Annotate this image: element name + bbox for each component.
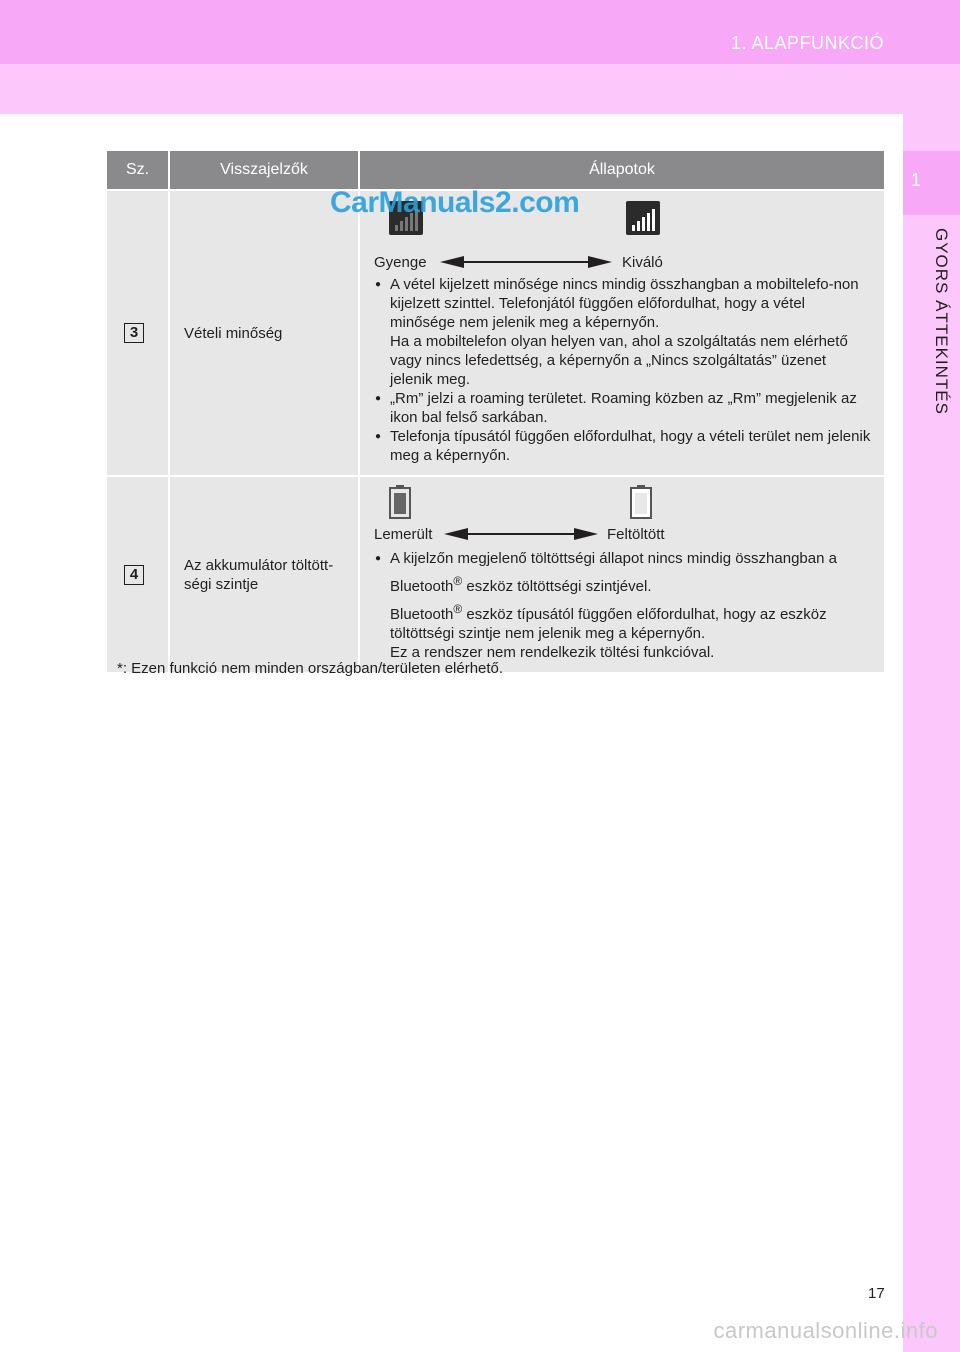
row-description xyxy=(359,190,884,476)
col-header-indicators: Visszajelzők xyxy=(169,151,359,190)
table-row xyxy=(107,190,884,476)
footer-watermark: carmanualsonline.info xyxy=(713,1318,938,1343)
watermark-text: CarManuals2.com xyxy=(330,186,580,219)
bullet-list xyxy=(374,275,872,465)
row-number-box: 3 xyxy=(124,323,144,343)
scale-right-label: Feltöltött xyxy=(607,526,665,543)
signal-strong-icon xyxy=(626,201,660,235)
scale-right-label: Kiváló xyxy=(622,254,663,271)
side-chapter-number: 1 xyxy=(911,170,922,190)
double-arrow-icon xyxy=(440,255,612,269)
battery-full-icon xyxy=(630,485,652,519)
row-label: Vételi minőség xyxy=(169,190,359,476)
chapter-title: 1. ALAPFUNKCIÓ xyxy=(730,33,884,53)
row-number-box: 4 xyxy=(124,565,144,585)
header-bar xyxy=(0,0,960,64)
list-item: ● Telefonja típusától függően előfordulhat, hogy a vételi terület nem jelenik meg a képernyőn. xyxy=(374,427,872,465)
row-label: Az akkumulátor töltött-ségi szintje xyxy=(169,476,359,672)
battery-scale xyxy=(374,487,872,543)
col-header-states: Állapotok xyxy=(359,151,884,190)
list-item: ● A vétel kijelzett minősége nincs mindig összhangban a mobiltelefo-non kijelzett szinttel. Telefonjától függően előfordulhat, hogy a vétel minősége nem jelenik meg a képernyőn. Ha a mobiltelefon olyan helyen van, ahol a szolgáltatás nem elérhető vagy nincs lefedettség, a képernyőn a „Nincs szolgáltatás” üzenet jelenik meg. xyxy=(374,275,872,389)
list-item: ● „Rm” jelzi a roaming területet. Roaming közben az „Rm” megjelenik az ikon bal felső sarkában. xyxy=(374,389,872,427)
footnote: *: Ezen funkció nem minden országban/területen elérhető. xyxy=(117,660,504,677)
page-number: 17 xyxy=(868,1285,885,1302)
indicator-table xyxy=(107,151,884,672)
battery-empty-icon xyxy=(389,485,411,519)
header-band xyxy=(0,64,960,114)
scale-left-label: Lemerült xyxy=(374,526,433,543)
row-description xyxy=(359,476,884,672)
table-row xyxy=(107,476,884,672)
table-header-row xyxy=(107,151,884,190)
double-arrow-icon xyxy=(444,527,598,541)
bullet-list xyxy=(374,547,872,662)
side-chapter-text: GYORS ÁTTEKINTÉS xyxy=(932,228,951,415)
col-header-number: Sz. xyxy=(107,151,169,190)
scale-left-label: Gyenge xyxy=(374,254,427,271)
list-item: ● A kijelzőn megjelenő töltöttségi állapot nincs mindig összhangban a Bluetooth® eszköz töltöttségi szintjével. Bluetooth® eszköz típusától függően előfordulhat, hogy az eszköz töltöttségi szintje nem jelenik meg a képernyőn. Ez a rendszer nem rendelkezik töltési funkcióval. xyxy=(374,547,872,662)
